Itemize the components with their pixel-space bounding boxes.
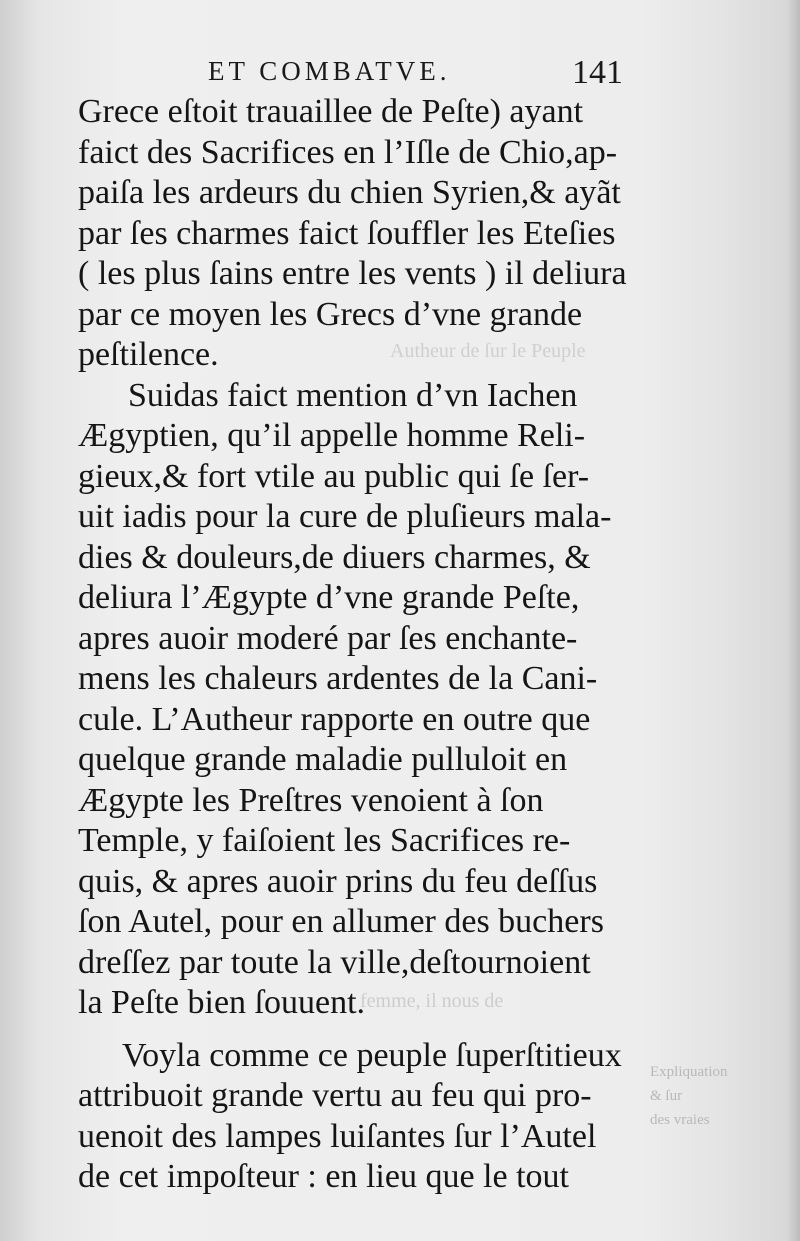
paragraph-spacer	[78, 1024, 638, 1036]
paragraph-1	[78, 92, 638, 376]
page-number: 141	[572, 54, 623, 91]
paragraph-3	[78, 1036, 638, 1198]
text-line: la Peſte bien ſouuent.	[78, 984, 366, 1021]
bleed-line: & ſur	[650, 1088, 683, 1104]
text-line: uit iadis pour la cure de pluſieurs mala-	[78, 498, 612, 535]
text-line: attribuoit grande vertu au feu qui pro-	[78, 1077, 592, 1114]
margin-bleed-through	[650, 1060, 800, 1132]
bleed-through-text: Autheur de ſur le Peuple	[390, 340, 586, 362]
text-line: Temple, y faiſoient les Sacrifices re-	[78, 822, 571, 859]
text-line: de cet impoſteur : en lieu que le tout	[78, 1158, 569, 1195]
text-line: par ſes charmes faict ſouffler les Eteſies	[78, 214, 616, 252]
text-line: quelque grande maladie pulluloit en	[78, 741, 568, 778]
text-line: dreſſez par toute la ville,deſtournoient	[78, 943, 591, 981]
text-line: Voyla comme ce peuple ſuperſtitieux	[122, 1036, 622, 1074]
bleed-line: des vraies	[650, 1112, 710, 1128]
text-line: Ægyptien, qu’il appelle homme Reli-	[78, 417, 586, 454]
text-line: Suidas faict mention d’vn Iachen	[128, 376, 578, 414]
page-header	[0, 52, 800, 92]
running-title: ET COMBATVE.	[208, 56, 451, 86]
text-line: uenoit des lampes luiſantes ſur l’Autel	[78, 1117, 597, 1155]
text-line: ſon Autel, pour en allumer des buchers	[78, 903, 604, 940]
text-line: peſtilence.	[78, 336, 219, 373]
text-line: Grece eſtoit trauaillee de Peſte) ayant	[78, 93, 584, 130]
text-line: mens les chaleurs ardentes de la Cani-	[78, 660, 598, 697]
text-line: faict des Sacrifices en l’Iſle de Chio,ap-	[78, 133, 618, 171]
text-line: Ægypte les Preſtres venoient à ſon	[78, 781, 544, 819]
bleed-through-lower: femme, il nous de	[360, 990, 504, 1012]
paragraph-2	[78, 376, 638, 1024]
text-line: cule. L’Autheur rapporte en outre que	[78, 700, 591, 738]
bleed-line: Expliquation	[650, 1064, 728, 1080]
text-line: quis, & apres auoir prins du feu deſſus	[78, 862, 598, 900]
text-line: gieux,& fort vtile au public qui ſe ſer-	[78, 457, 590, 495]
text-line: paiſa les ardeurs du chien Syrien,& ayãt	[78, 174, 621, 211]
page-edge-shadow	[786, 0, 800, 1241]
text-line: dies & douleurs,de diuers charmes, &	[78, 538, 591, 576]
body-text	[78, 92, 638, 1198]
text-line: deliura l’Ægypte d’vne grande Peſte,	[78, 579, 580, 616]
text-line: apres auoir moderé par ſes enchante-	[78, 619, 578, 657]
text-line: par ce moyen les Grecs d’vne grande	[78, 295, 583, 333]
text-line: ( les plus ſains entre les vents ) il deliura	[78, 255, 627, 292]
